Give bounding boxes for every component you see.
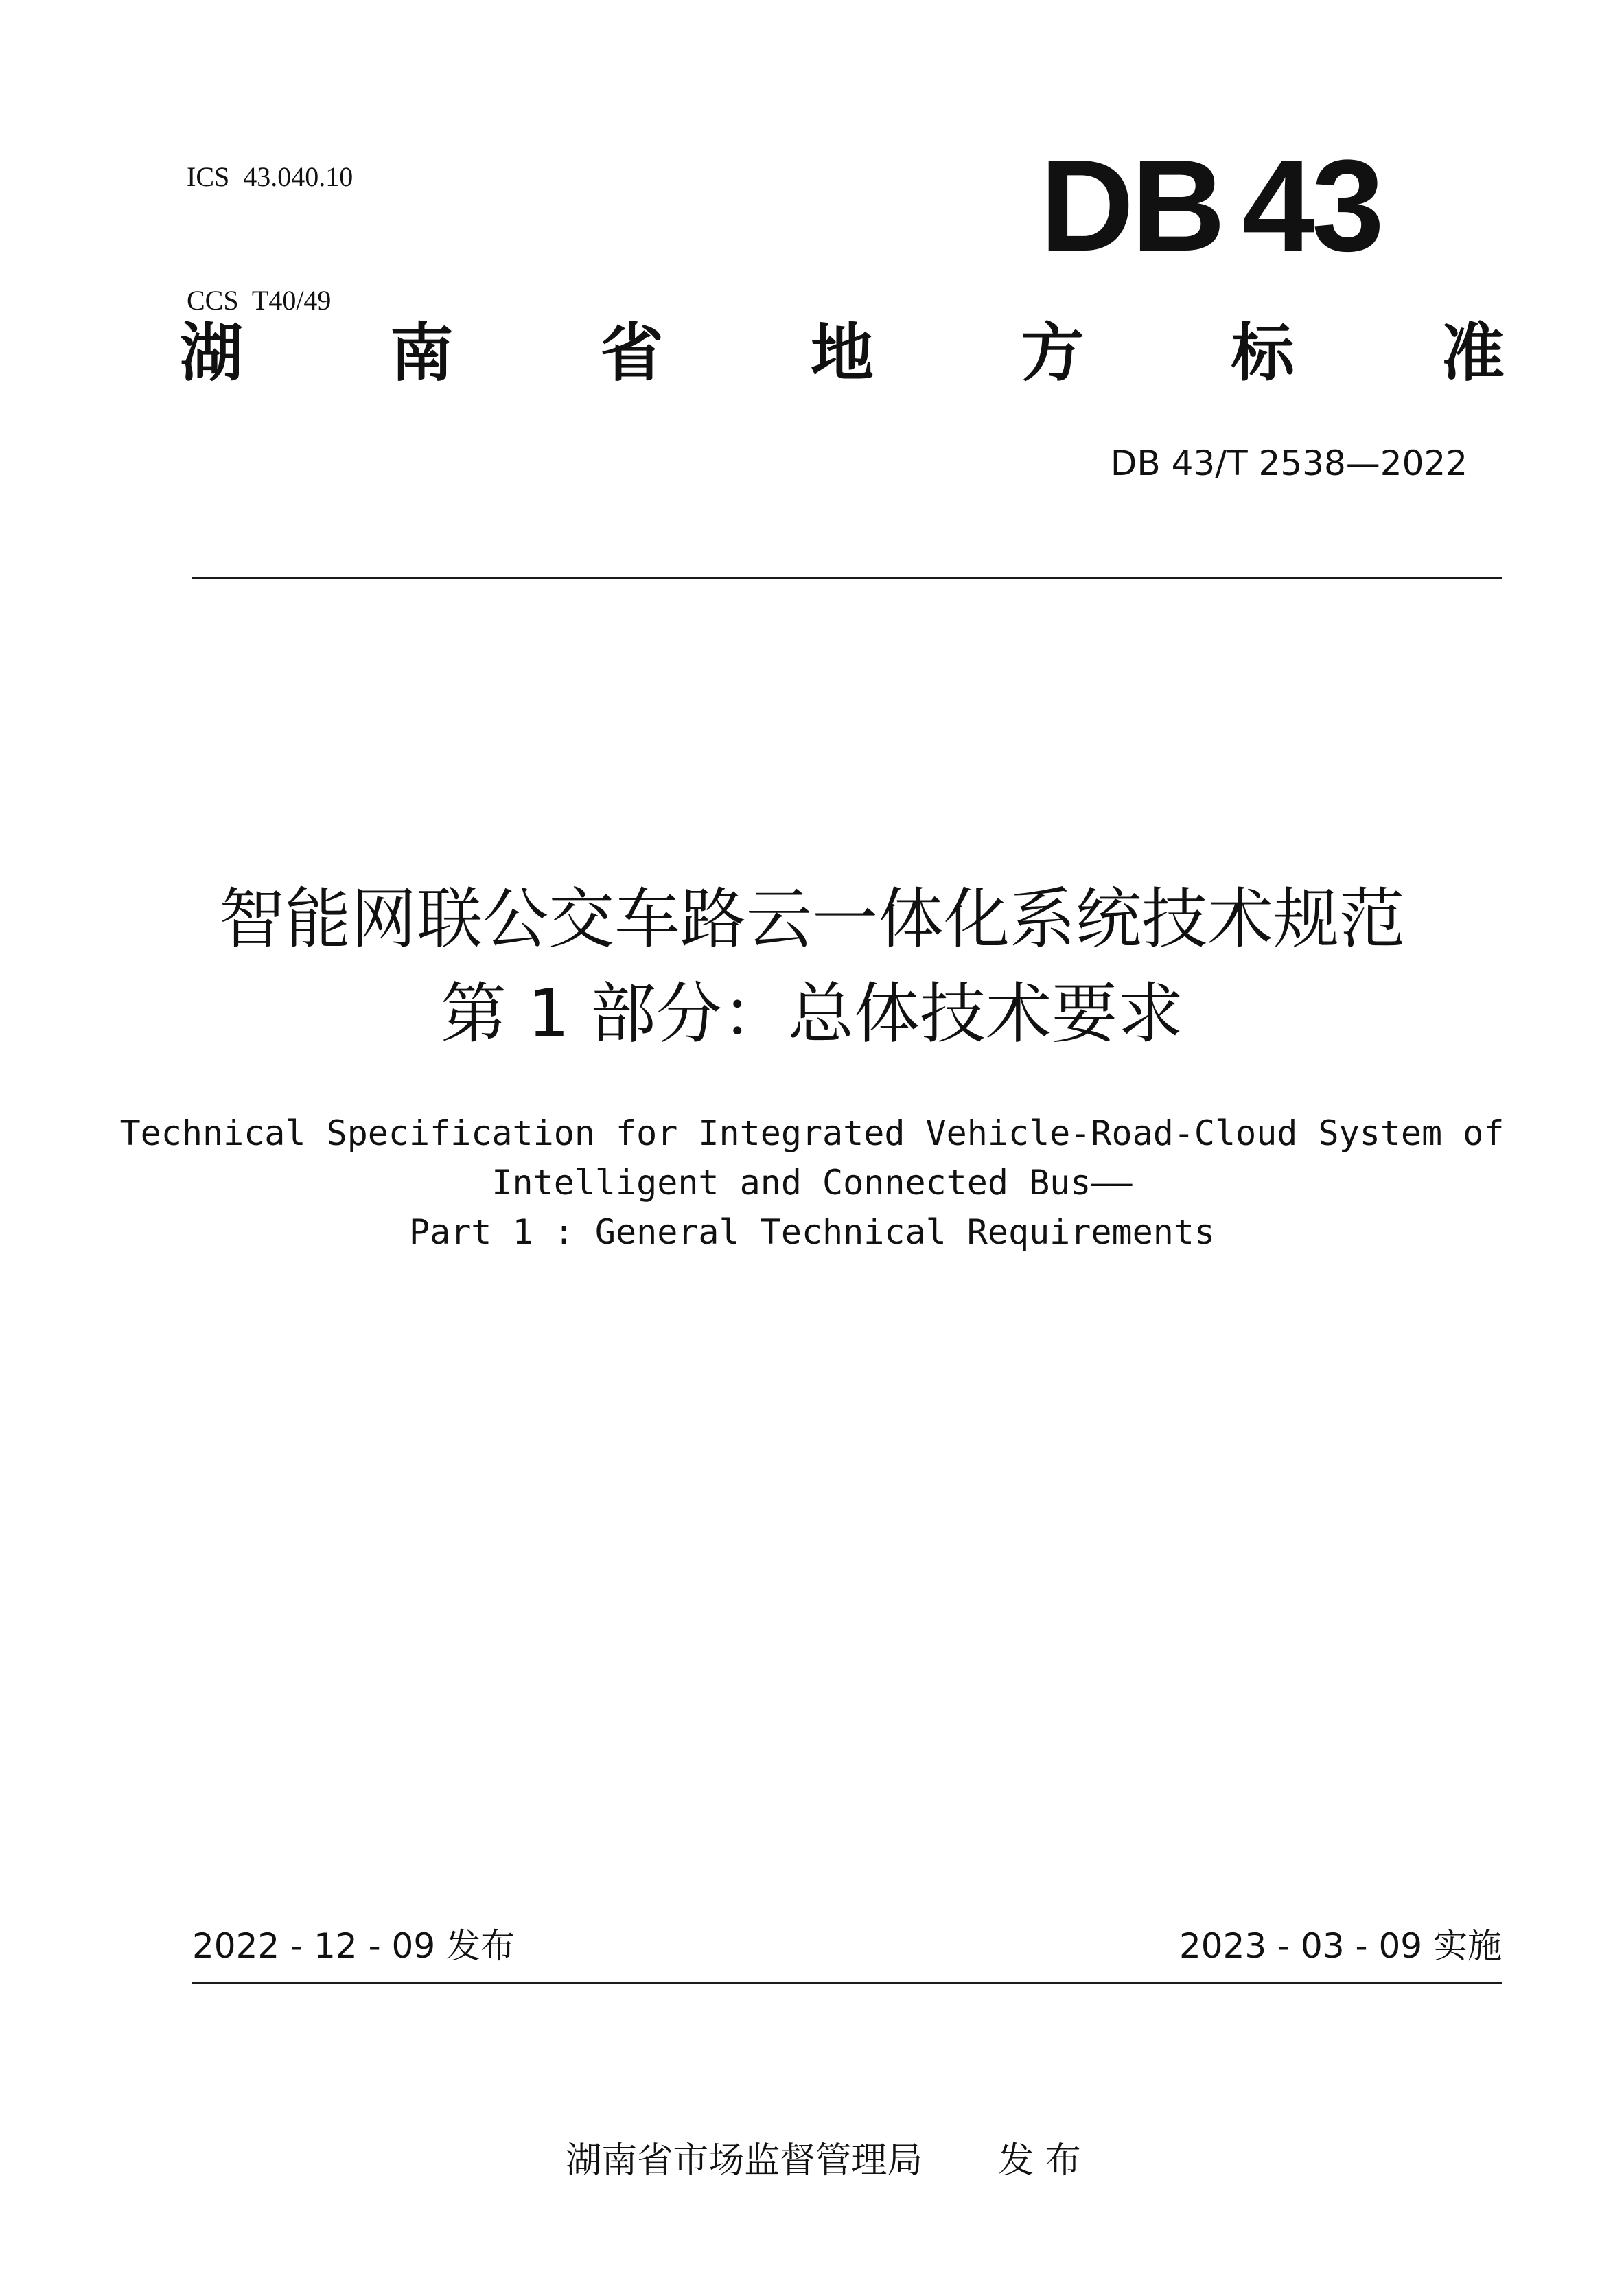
- top-divider: [192, 577, 1502, 579]
- standard-code: DB 43/T 2538—2022: [1110, 443, 1468, 483]
- issuer-name: 湖南省市场监督管理局: [566, 2140, 923, 2181]
- issuer-line: [0, 2087, 1624, 2185]
- standard-type-char: 南: [390, 316, 454, 390]
- issuer-action: 发 布: [998, 2140, 1081, 2181]
- standard-type-char: 方: [1021, 316, 1084, 390]
- logo-prefix: DB: [1040, 133, 1223, 279]
- english-title-line-2: Intelligent and Connected Bus——: [491, 1163, 1133, 1203]
- db43-logo: [1040, 133, 1382, 279]
- english-title-line-3: Part 1 : General Technical Requirements: [409, 1212, 1215, 1252]
- chinese-title: [0, 872, 1624, 1061]
- bottom-divider: [192, 1982, 1502, 1984]
- english-title: [0, 1109, 1624, 1257]
- standard-type-char: 准: [1441, 316, 1505, 390]
- standard-type-char: 湖: [180, 316, 244, 390]
- implementation-date: 2023 - 03 - 09 实施: [1179, 1926, 1502, 1966]
- standard-type-char: 省: [600, 316, 664, 390]
- standard-type-char: 标: [1231, 316, 1295, 390]
- standard-type-heading: [180, 316, 1505, 391]
- date-row: [192, 1922, 1502, 1970]
- chinese-title-line-1: 智能网联公交车路云一体化系统技术规范: [219, 881, 1405, 958]
- ics-code: ICS 43.040.10: [187, 161, 353, 192]
- standard-type-char: 地: [810, 316, 874, 390]
- logo-number: 43: [1242, 133, 1382, 279]
- issue-date: 2022 - 12 - 09 发布: [192, 1926, 515, 1966]
- english-title-line-1: Technical Specification for Integrated Vehicle-Road-Cloud System of: [119, 1113, 1505, 1153]
- ccs-code: CCS T40/49: [187, 285, 332, 316]
- chinese-title-line-2: 第 1 部分：总体技术要求: [440, 975, 1184, 1052]
